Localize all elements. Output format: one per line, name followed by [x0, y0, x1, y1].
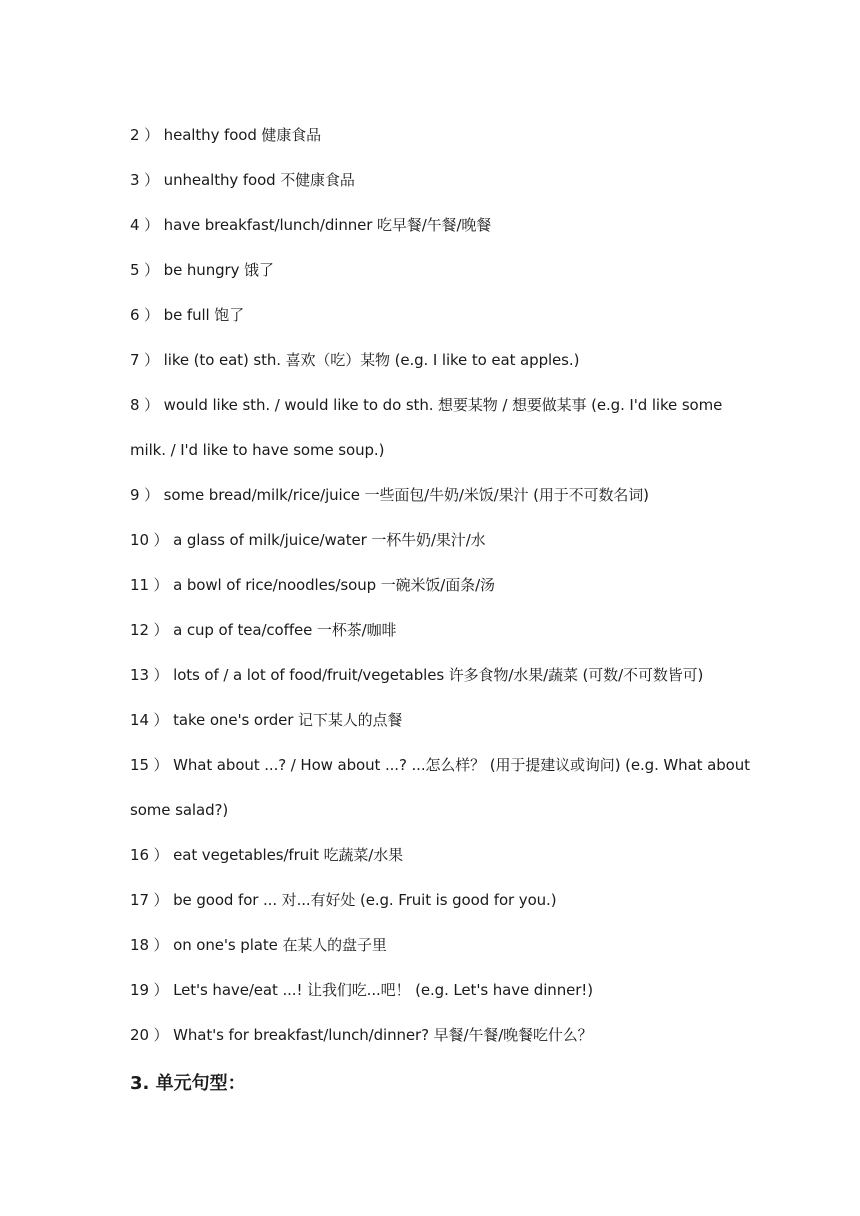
list-item-line: 7 ） like (to eat) sth. 喜欢（吃）某物 (e.g. I like to eat apples.)	[130, 351, 580, 369]
list-item	[130, 248, 750, 293]
list-item	[130, 833, 750, 878]
phrase-items	[130, 113, 750, 1058]
list-item-line: 17 ） be good for ... 对...有好处 (e.g. Fruit is good for you.)	[130, 891, 557, 909]
list-item-line: 12 ） a cup of tea/coffee 一杯茶/咖啡	[130, 621, 397, 639]
list-item	[130, 338, 750, 383]
list-item	[130, 653, 750, 698]
list-item-line: 4 ） have breakfast/lunch/dinner 吃早餐/午餐/晚餐	[130, 216, 492, 234]
list-item	[130, 968, 750, 1013]
list-item	[130, 878, 750, 923]
list-item	[130, 473, 750, 518]
list-item	[130, 698, 750, 743]
list-item-line: 9 ） some bread/milk/rice/juice 一些面包/牛奶/米饭/果汁 (用于不可数名词)	[130, 486, 649, 504]
list-item-line: 8 ） would like sth. / would like to do sth. 想要某物 / 想要做某事 (e.g. I'd like some	[130, 396, 723, 414]
list-item-line: 19 ） Let's have/eat ...! 让我们吃...吧！ (e.g. Let's have dinner!)	[130, 981, 593, 999]
list-item-line: some salad?)	[130, 801, 229, 819]
list-item	[130, 518, 750, 563]
list-item-line: 6 ） be full 饱了	[130, 306, 245, 324]
list-item-line: 11 ） a bowl of rice/noodles/soup 一碗米饭/面条/汤	[130, 576, 495, 594]
list-item	[130, 608, 750, 653]
list-item	[130, 293, 750, 338]
list-item-line: 18 ） on one's plate 在某人的盘子里	[130, 936, 387, 954]
section-heading: 3. 单元句型：	[130, 1073, 246, 1094]
phrase-list	[130, 113, 750, 1106]
list-item	[130, 158, 750, 203]
list-item	[130, 743, 750, 833]
list-item-line: 20 ） What's for breakfast/lunch/dinner? 早餐/午餐/晚餐吃什么？	[130, 1026, 593, 1044]
list-item-line: 3 ） unhealthy food 不健康食品	[130, 171, 355, 189]
list-item-line: 10 ） a glass of milk/juice/water 一杯牛奶/果汁/水	[130, 531, 486, 549]
list-item	[130, 563, 750, 608]
list-item-line: 16 ） eat vegetables/fruit 吃蔬菜/水果	[130, 846, 404, 864]
list-item-line: 5 ） be hungry 饿了	[130, 261, 274, 279]
list-item	[130, 923, 750, 968]
list-item-line: 14 ） take one's order 记下某人的点餐	[130, 711, 403, 729]
list-item-line: 2 ） healthy food 健康食品	[130, 126, 322, 144]
list-item-line: 15 ） What about ...? / How about ...? ...怎么样？ (用于提建议或询问) (e.g. What about	[130, 756, 750, 774]
list-item	[130, 1013, 750, 1058]
list-item-line: milk. / I'd like to have some soup.)	[130, 441, 385, 459]
list-item-line: 13 ） lots of / a lot of food/fruit/vegetables 许多食物/水果/蔬菜 (可数/不可数皆可)	[130, 666, 704, 684]
list-item	[130, 203, 750, 248]
list-item	[130, 113, 750, 158]
list-item	[130, 383, 750, 473]
